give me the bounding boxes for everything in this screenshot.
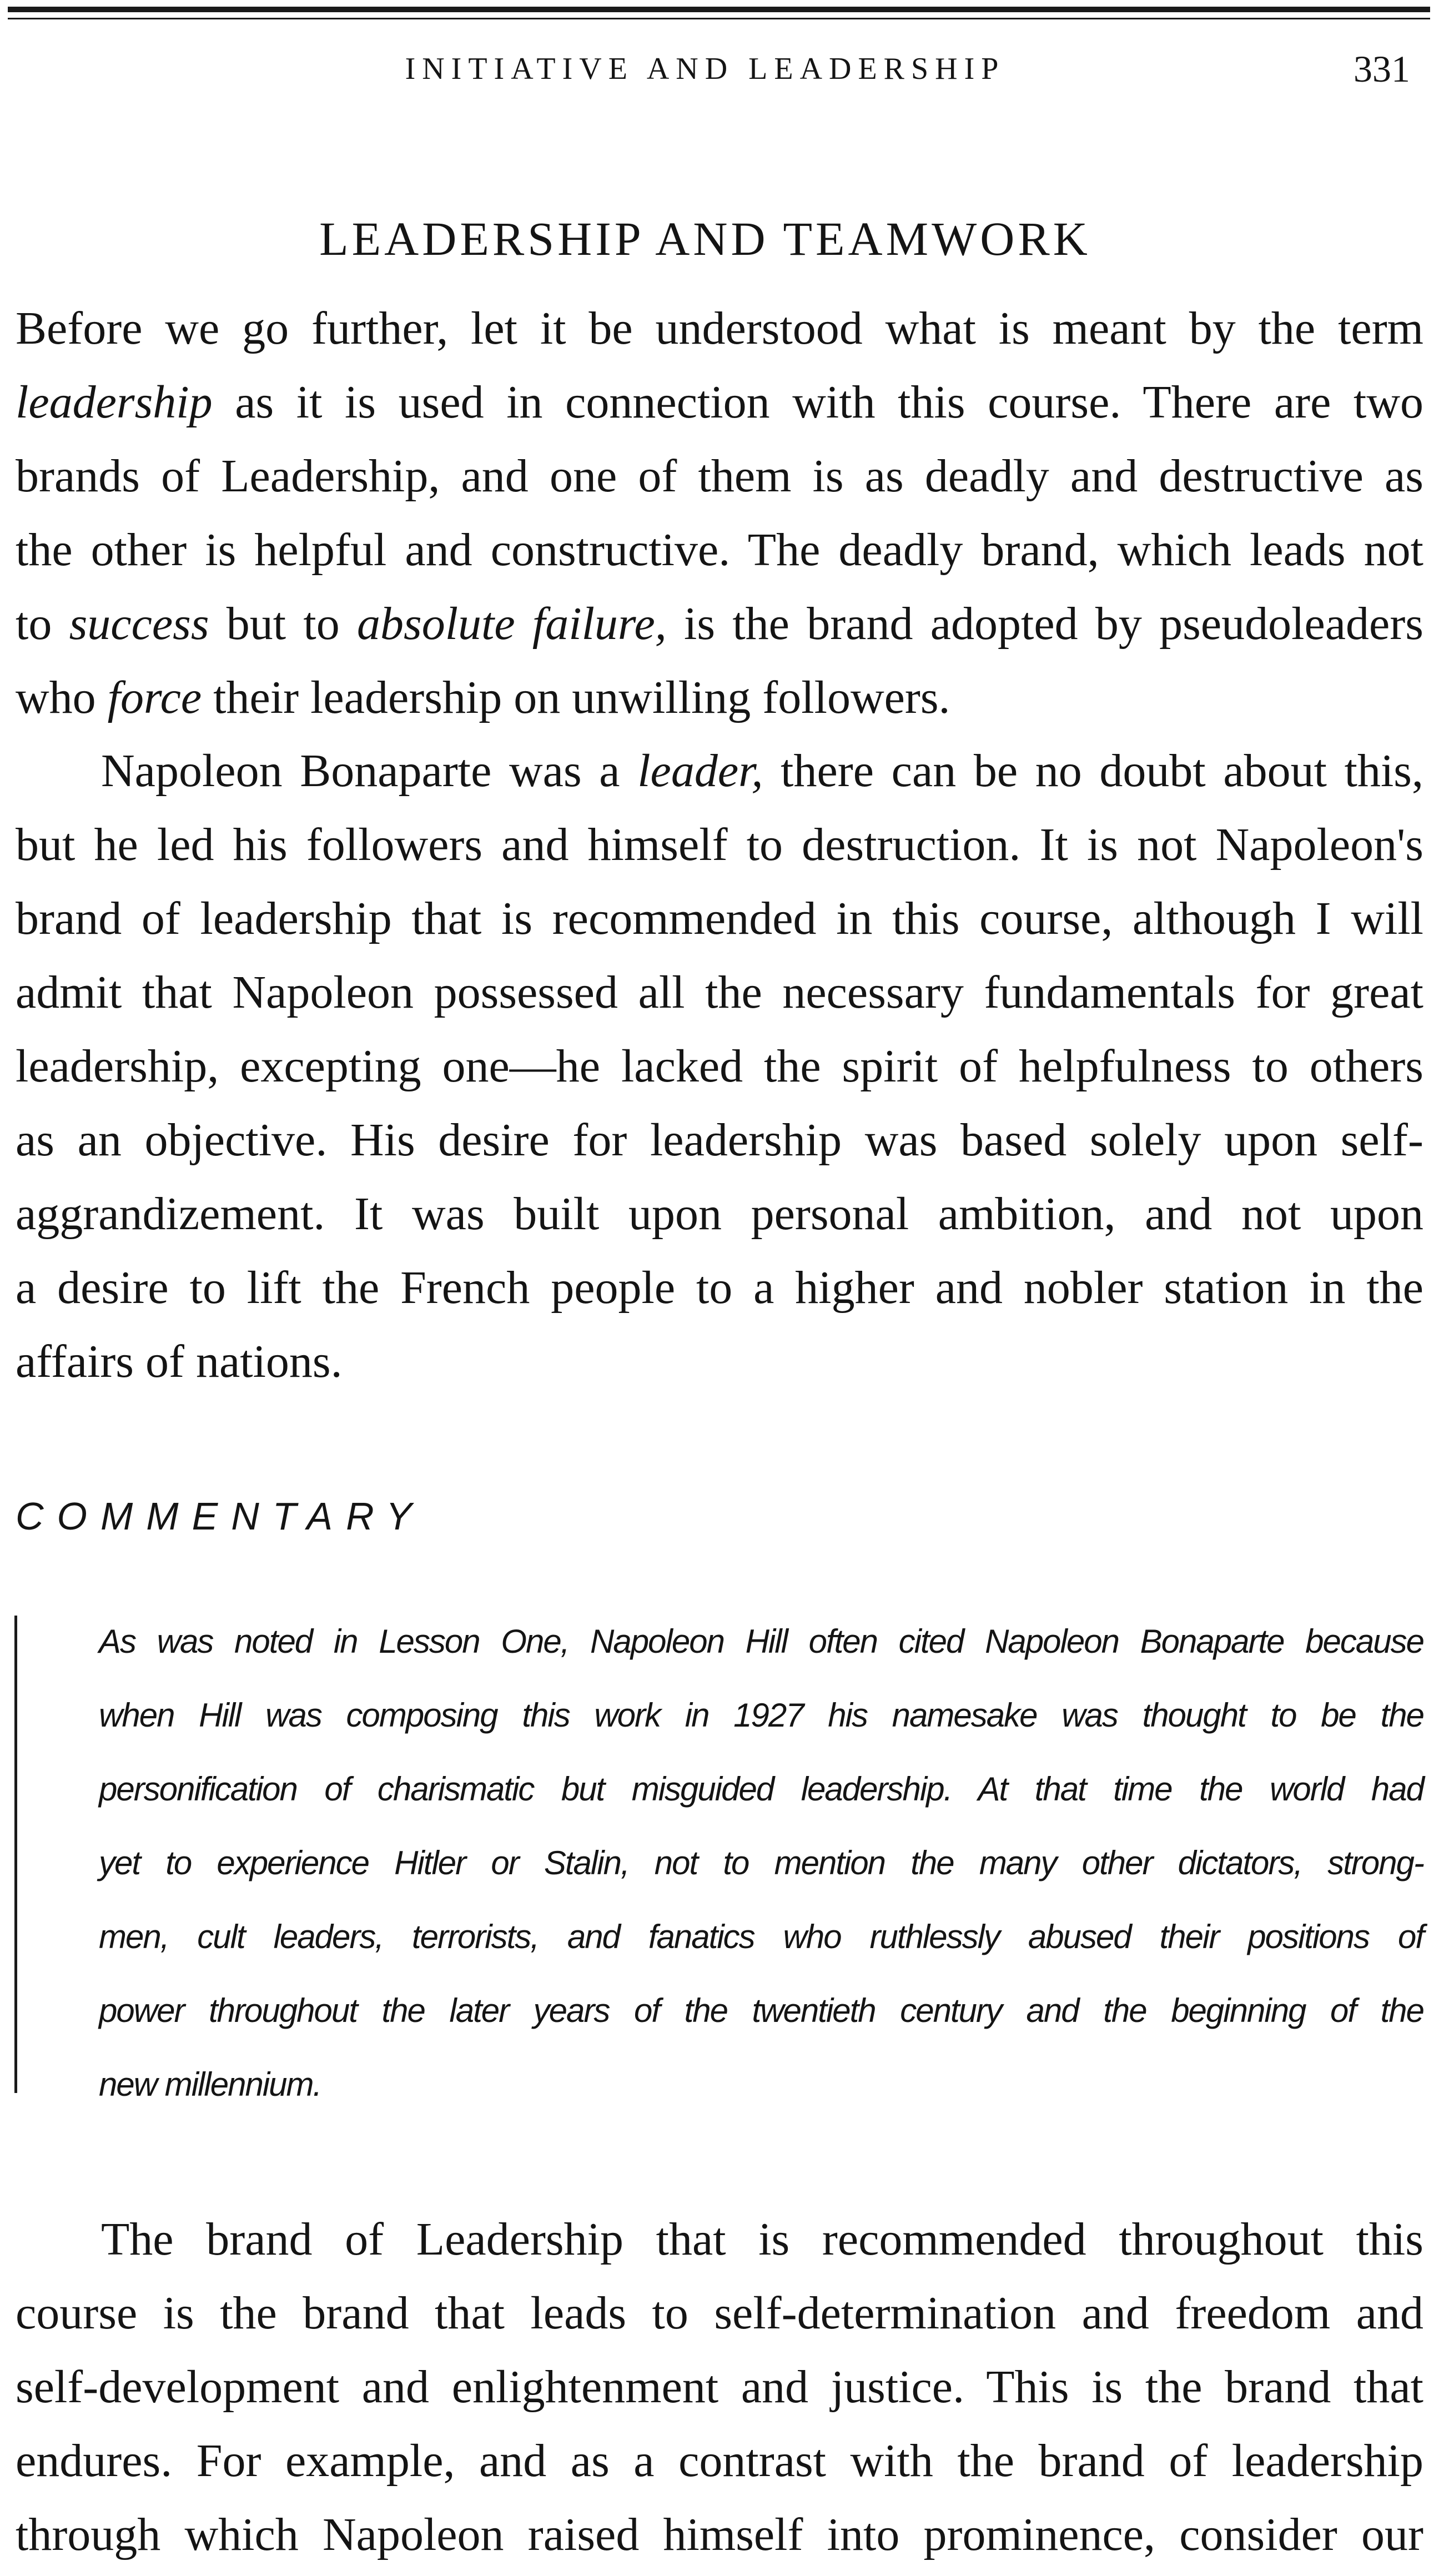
commentary-line: new millennium. [99, 2066, 321, 2103]
top-rule-thick [8, 7, 1430, 12]
paragraph-line: the other is helpful and constructive. The deadly brand, which leads not [16, 524, 1423, 576]
paragraph-line [16, 661, 1423, 734]
paragraph-line: a desire to lift the French people to a higher and nobler station in the [16, 1262, 1423, 1314]
commentary-rule [14, 1616, 17, 2093]
running-head-title: INITIATIVE AND LEADERSHIP [405, 52, 1005, 86]
commentary-line: when Hill was composing this work in 1927 his namesake was thought to be the [99, 1697, 1423, 1734]
line-part: there can be no doubt about this, [763, 745, 1424, 797]
paragraph-line: brand of leadership that is recommended in this course, although I will [16, 893, 1423, 944]
paragraph-line: leadership, excepting one—he lacked the spirit of helpfulness to others [16, 1040, 1423, 1092]
line-rest: as it is used in connection with this course. There are two [212, 376, 1423, 428]
line-part: is the brand adopted by pseudoleaders [666, 598, 1423, 650]
line-part: their leadership on unwilling followers. [202, 672, 950, 723]
paragraph-line: affairs of nations. [16, 1336, 343, 1387]
line-part: Napoleon Bonaparte was a [101, 745, 638, 797]
commentary-line: power throughout the later years of the twentieth century and the beginning of the [99, 1992, 1423, 2029]
commentary-block [99, 1604, 1423, 2121]
commentary-line: As was noted in Lesson One, Napoleon Hill often cited Napoleon Bonaparte because [99, 1623, 1423, 1660]
emphasis: absolute failure, [357, 598, 667, 650]
emphasis: leader, [637, 745, 763, 797]
emphasis: leadership [16, 376, 213, 428]
paragraph-line: but he led his followers and himself to destruction. It is not Napoleon's [16, 819, 1423, 871]
line-part: to [16, 598, 69, 650]
paragraph-line [16, 734, 1423, 808]
paragraph-3 [16, 2202, 1423, 2572]
section-heading: LEADERSHIP AND TEAMWORK [319, 212, 1091, 265]
paragraph-line: The brand of Leadership that is recommended throughout this [101, 2213, 1423, 2265]
paragraph-line: through which Napoleon raised himself into prominence, consider our [16, 2509, 1423, 2560]
commentary-line: yet to experience Hitler or Stalin, not to mention the many other dictators, strong- [99, 1844, 1423, 1881]
page-number: 331 [1354, 48, 1410, 90]
emphasis: force [107, 672, 202, 723]
paragraph-line [16, 587, 1423, 661]
paragraph-1 [16, 291, 1423, 734]
paragraph-line: endures. For example, and as a contrast with the brand of leadership [16, 2435, 1423, 2487]
running-head [0, 47, 1439, 91]
top-rule-thin [8, 18, 1430, 19]
commentary-label: COMMENTARY [16, 1495, 425, 1538]
paragraph-line: course is the brand that leads to self-determination and freedom and [16, 2287, 1423, 2339]
line-part: but to [209, 598, 357, 650]
paragraph-line: as an objective. His desire for leadership was based solely upon self- [16, 1114, 1423, 1166]
paragraph-line: Before we go further, let it be understood what is meant by the term [16, 303, 1423, 354]
paragraph-line: aggrandizement. It was built upon personal ambition, and not upon [16, 1188, 1423, 1240]
paragraph-line: self-development and enlightenment and justice. This is the brand that [16, 2361, 1423, 2413]
paragraph-line [16, 365, 1423, 439]
commentary-line: personification of charismatic but misguided leadership. At that time the world had [99, 1770, 1423, 1808]
paragraph-2 [16, 734, 1423, 1398]
emphasis: success [69, 598, 209, 650]
commentary-line: men, cult leaders, terrorists, and fanatics who ruthlessly abused their positions of [99, 1918, 1423, 1955]
line-part: who [16, 672, 108, 723]
paragraph-line: brands of Leadership, and one of them is as deadly and destructive as [16, 450, 1423, 502]
paragraph-line: admit that Napoleon possessed all the necessary fundamentals for great [16, 967, 1423, 1018]
